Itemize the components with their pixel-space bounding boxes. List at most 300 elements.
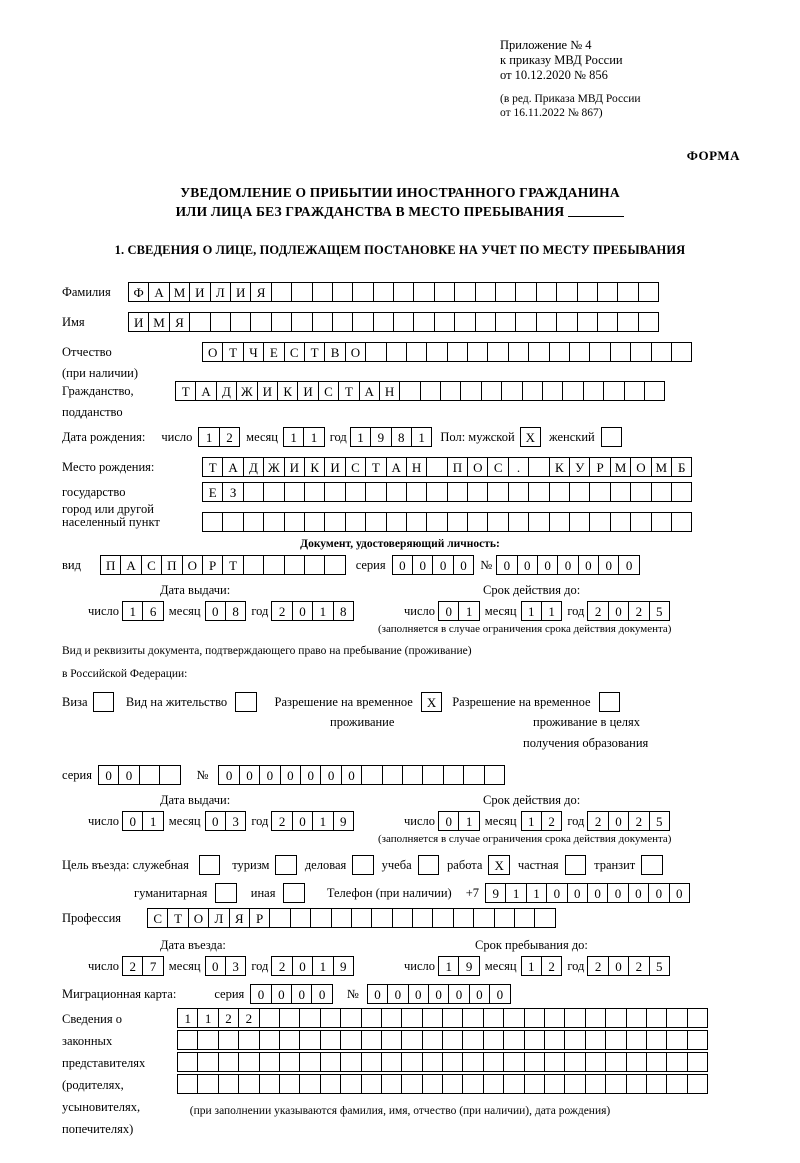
cell[interactable]: Т bbox=[222, 555, 243, 575]
id-doc-issue-year-input[interactable] bbox=[271, 601, 354, 621]
birthplace-line-1[interactable] bbox=[202, 457, 692, 477]
cell[interactable] bbox=[406, 342, 427, 362]
cell[interactable] bbox=[382, 765, 403, 785]
cell[interactable] bbox=[544, 1030, 565, 1050]
cell[interactable] bbox=[331, 908, 352, 928]
cell[interactable] bbox=[381, 1030, 402, 1050]
cell[interactable]: А bbox=[195, 381, 216, 401]
purpose-service-checkbox[interactable] bbox=[199, 855, 220, 875]
cell[interactable] bbox=[393, 282, 414, 302]
cell[interactable]: 0 bbox=[608, 811, 629, 831]
cell[interactable] bbox=[345, 482, 366, 502]
cell[interactable] bbox=[279, 1008, 300, 1028]
entry-month-input[interactable] bbox=[205, 956, 247, 976]
cell[interactable]: Н bbox=[406, 457, 427, 477]
cell[interactable]: 0 bbox=[489, 984, 510, 1004]
cell[interactable] bbox=[644, 381, 665, 401]
cell[interactable]: 0 bbox=[341, 765, 362, 785]
cell[interactable] bbox=[508, 482, 529, 502]
cell[interactable]: 9 bbox=[370, 427, 391, 447]
cell[interactable]: 1 bbox=[142, 811, 163, 831]
cell[interactable] bbox=[495, 282, 516, 302]
cell[interactable] bbox=[332, 282, 353, 302]
cell[interactable] bbox=[442, 1008, 463, 1028]
cell[interactable]: С bbox=[487, 457, 508, 477]
cell[interactable] bbox=[422, 1052, 443, 1072]
cell[interactable]: 0 bbox=[292, 811, 313, 831]
cell[interactable]: 1 bbox=[197, 1008, 218, 1028]
stay-doc-valid-month-input[interactable] bbox=[521, 811, 563, 831]
cell[interactable] bbox=[483, 1030, 504, 1050]
cell[interactable]: Т bbox=[167, 908, 188, 928]
cell[interactable] bbox=[271, 282, 292, 302]
cell[interactable] bbox=[549, 512, 570, 532]
cell[interactable]: А bbox=[386, 457, 407, 477]
cell[interactable] bbox=[666, 1008, 687, 1028]
cell[interactable] bbox=[556, 282, 577, 302]
cell[interactable] bbox=[687, 1030, 708, 1050]
cell[interactable]: . bbox=[508, 457, 529, 477]
cell[interactable]: Д bbox=[216, 381, 237, 401]
purpose-study-checkbox[interactable] bbox=[418, 855, 439, 875]
cell[interactable] bbox=[222, 512, 243, 532]
cell[interactable]: Н bbox=[379, 381, 400, 401]
cell[interactable]: И bbox=[189, 282, 210, 302]
cell[interactable] bbox=[515, 282, 536, 302]
cell[interactable]: 1 bbox=[438, 956, 459, 976]
cell[interactable] bbox=[263, 555, 284, 575]
cell[interactable] bbox=[646, 1030, 667, 1050]
cell[interactable] bbox=[426, 482, 447, 502]
migration-card-number-input[interactable] bbox=[367, 984, 511, 1004]
cell[interactable] bbox=[460, 381, 481, 401]
cell[interactable] bbox=[291, 282, 312, 302]
cell[interactable]: М bbox=[169, 282, 190, 302]
cell[interactable] bbox=[624, 381, 645, 401]
birth-day-input[interactable] bbox=[198, 427, 240, 447]
cell[interactable] bbox=[422, 1074, 443, 1094]
cell[interactable]: 0 bbox=[628, 883, 649, 903]
cell[interactable]: 2 bbox=[218, 1008, 239, 1028]
cell[interactable]: 0 bbox=[669, 883, 690, 903]
cell[interactable]: 0 bbox=[432, 555, 453, 575]
cell[interactable]: Т bbox=[304, 342, 325, 362]
cell[interactable] bbox=[522, 381, 543, 401]
cell[interactable]: З bbox=[222, 482, 243, 502]
cell[interactable]: 1 bbox=[122, 601, 143, 621]
cell[interactable]: И bbox=[324, 457, 345, 477]
cell[interactable]: 0 bbox=[292, 601, 313, 621]
cell[interactable]: 2 bbox=[219, 427, 240, 447]
cell[interactable] bbox=[352, 312, 373, 332]
cell[interactable] bbox=[473, 908, 494, 928]
cell[interactable]: 1 bbox=[177, 1008, 198, 1028]
cell[interactable]: У bbox=[569, 457, 590, 477]
cell[interactable]: 1 bbox=[521, 956, 542, 976]
cell[interactable] bbox=[562, 381, 583, 401]
cell[interactable]: 0 bbox=[587, 883, 608, 903]
cell[interactable] bbox=[687, 1074, 708, 1094]
cell[interactable] bbox=[626, 1074, 647, 1094]
cell[interactable]: 0 bbox=[259, 765, 280, 785]
visa-checkbox[interactable] bbox=[93, 692, 114, 712]
cell[interactable]: Р bbox=[202, 555, 223, 575]
stay-doc-number-input[interactable] bbox=[218, 765, 504, 785]
cell[interactable]: 0 bbox=[250, 984, 271, 1004]
cell[interactable] bbox=[556, 312, 577, 332]
cell[interactable] bbox=[597, 282, 618, 302]
cell[interactable]: 0 bbox=[300, 765, 321, 785]
cell[interactable] bbox=[569, 342, 590, 362]
cell[interactable]: 1 bbox=[312, 601, 333, 621]
cell[interactable]: 0 bbox=[218, 765, 239, 785]
cell[interactable] bbox=[332, 312, 353, 332]
cell[interactable]: В bbox=[324, 342, 345, 362]
cell[interactable] bbox=[544, 1052, 565, 1072]
cell[interactable]: 1 bbox=[312, 811, 333, 831]
cell[interactable] bbox=[352, 282, 373, 302]
cell[interactable]: 0 bbox=[205, 956, 226, 976]
cell[interactable] bbox=[401, 1030, 422, 1050]
cell[interactable] bbox=[230, 312, 251, 332]
purpose-humanitarian-checkbox[interactable] bbox=[215, 883, 236, 903]
cell[interactable] bbox=[687, 1008, 708, 1028]
cell[interactable] bbox=[373, 312, 394, 332]
edu-residence-checkbox[interactable] bbox=[599, 692, 620, 712]
cell[interactable] bbox=[475, 282, 496, 302]
cell[interactable] bbox=[406, 482, 427, 502]
cell[interactable]: 5 bbox=[649, 601, 670, 621]
stay-doc-issue-month-input[interactable] bbox=[205, 811, 247, 831]
cell[interactable] bbox=[569, 512, 590, 532]
cell[interactable]: Я bbox=[229, 908, 250, 928]
cell[interactable]: 0 bbox=[98, 765, 119, 785]
cell[interactable] bbox=[564, 1052, 585, 1072]
id-doc-valid-year-input[interactable] bbox=[587, 601, 670, 621]
cell[interactable] bbox=[426, 512, 447, 532]
cell[interactable]: 2 bbox=[541, 956, 562, 976]
cell[interactable]: 2 bbox=[271, 956, 292, 976]
cell[interactable] bbox=[139, 765, 160, 785]
cell[interactable] bbox=[542, 381, 563, 401]
cell[interactable]: 0 bbox=[618, 555, 639, 575]
purpose-other-checkbox[interactable] bbox=[283, 883, 304, 903]
cell[interactable] bbox=[218, 1030, 239, 1050]
cell[interactable] bbox=[304, 555, 325, 575]
cell[interactable] bbox=[585, 1008, 606, 1028]
cell[interactable] bbox=[494, 908, 515, 928]
id-doc-issue-month-input[interactable] bbox=[205, 601, 247, 621]
cell[interactable] bbox=[589, 482, 610, 502]
cell[interactable]: П bbox=[447, 457, 468, 477]
cell[interactable]: 2 bbox=[238, 1008, 259, 1028]
cell[interactable]: 0 bbox=[122, 811, 143, 831]
cell[interactable] bbox=[577, 282, 598, 302]
cell[interactable]: 2 bbox=[628, 956, 649, 976]
cell[interactable]: 0 bbox=[205, 811, 226, 831]
cell[interactable]: 1 bbox=[521, 811, 542, 831]
cell[interactable] bbox=[412, 908, 433, 928]
cell[interactable] bbox=[617, 312, 638, 332]
purpose-work-checkbox[interactable]: X bbox=[488, 855, 509, 875]
cell[interactable]: Я bbox=[250, 282, 271, 302]
cell[interactable] bbox=[544, 1008, 565, 1028]
cell[interactable]: 7 bbox=[142, 956, 163, 976]
cell[interactable] bbox=[583, 381, 604, 401]
cell[interactable] bbox=[426, 457, 447, 477]
cell[interactable] bbox=[483, 1008, 504, 1028]
cell[interactable] bbox=[514, 908, 535, 928]
cell[interactable]: А bbox=[222, 457, 243, 477]
cell[interactable] bbox=[365, 512, 386, 532]
cell[interactable]: Р bbox=[249, 908, 270, 928]
cell[interactable] bbox=[549, 482, 570, 502]
cell[interactable]: О bbox=[345, 342, 366, 362]
cell[interactable]: 0 bbox=[205, 601, 226, 621]
cell[interactable]: 2 bbox=[628, 811, 649, 831]
cell[interactable]: 1 bbox=[312, 956, 333, 976]
cell[interactable] bbox=[406, 512, 427, 532]
cell[interactable] bbox=[589, 342, 610, 362]
cell[interactable] bbox=[401, 1008, 422, 1028]
cell[interactable] bbox=[528, 457, 549, 477]
cell[interactable] bbox=[503, 1030, 524, 1050]
cell[interactable] bbox=[503, 1008, 524, 1028]
cell[interactable] bbox=[597, 312, 618, 332]
cell[interactable]: 2 bbox=[628, 601, 649, 621]
cell[interactable]: С bbox=[147, 908, 168, 928]
cell[interactable] bbox=[487, 482, 508, 502]
cell[interactable]: С bbox=[141, 555, 162, 575]
cell[interactable]: О bbox=[467, 457, 488, 477]
cell[interactable] bbox=[381, 1052, 402, 1072]
cell[interactable] bbox=[361, 1074, 382, 1094]
cell[interactable]: И bbox=[284, 457, 305, 477]
cell[interactable] bbox=[549, 342, 570, 362]
cell[interactable]: 0 bbox=[578, 555, 599, 575]
cell[interactable] bbox=[413, 282, 434, 302]
cell[interactable] bbox=[340, 1030, 361, 1050]
cell[interactable] bbox=[320, 1052, 341, 1072]
cell[interactable] bbox=[320, 1008, 341, 1028]
purpose-business-checkbox[interactable] bbox=[352, 855, 373, 875]
cell[interactable] bbox=[402, 765, 423, 785]
cell[interactable] bbox=[392, 908, 413, 928]
cell[interactable]: 9 bbox=[333, 956, 354, 976]
cell[interactable]: 0 bbox=[311, 984, 332, 1004]
residence-permit-checkbox[interactable] bbox=[235, 692, 256, 712]
cell[interactable] bbox=[440, 381, 461, 401]
cell[interactable] bbox=[467, 342, 488, 362]
stay-doc-valid-day-input[interactable] bbox=[438, 811, 480, 831]
stay-doc-series-input[interactable] bbox=[98, 765, 181, 785]
cell[interactable]: 0 bbox=[438, 811, 459, 831]
cell[interactable]: 8 bbox=[333, 601, 354, 621]
phone-input[interactable] bbox=[485, 883, 690, 903]
cell[interactable] bbox=[340, 1008, 361, 1028]
cell[interactable] bbox=[250, 312, 271, 332]
cell[interactable] bbox=[284, 482, 305, 502]
cell[interactable] bbox=[585, 1052, 606, 1072]
cell[interactable] bbox=[603, 381, 624, 401]
cell[interactable] bbox=[177, 1052, 198, 1072]
stay-doc-issue-year-input[interactable] bbox=[271, 811, 354, 831]
cell[interactable] bbox=[544, 1074, 565, 1094]
cell[interactable]: 0 bbox=[598, 555, 619, 575]
cell[interactable] bbox=[454, 312, 475, 332]
entry-year-input[interactable] bbox=[271, 956, 354, 976]
cell[interactable] bbox=[626, 1008, 647, 1028]
patronymic-input[interactable] bbox=[202, 342, 692, 362]
cell[interactable] bbox=[177, 1074, 198, 1094]
cell[interactable] bbox=[617, 282, 638, 302]
cell[interactable] bbox=[483, 1074, 504, 1094]
cell[interactable]: 9 bbox=[458, 956, 479, 976]
cell[interactable]: А bbox=[359, 381, 380, 401]
cell[interactable] bbox=[271, 312, 292, 332]
cell[interactable]: 1 bbox=[458, 601, 479, 621]
cell[interactable]: 1 bbox=[521, 601, 542, 621]
cell[interactable] bbox=[197, 1030, 218, 1050]
cell[interactable] bbox=[666, 1074, 687, 1094]
cell[interactable]: Т bbox=[365, 457, 386, 477]
stay-doc-issue-day-input[interactable] bbox=[122, 811, 164, 831]
birthplace-line-3[interactable] bbox=[202, 512, 692, 532]
cell[interactable] bbox=[304, 482, 325, 502]
stay-day-input[interactable] bbox=[438, 956, 480, 976]
cell[interactable] bbox=[467, 482, 488, 502]
cell[interactable] bbox=[299, 1074, 320, 1094]
cell[interactable] bbox=[324, 555, 345, 575]
cell[interactable]: 5 bbox=[649, 811, 670, 831]
cell[interactable]: Б bbox=[671, 457, 692, 477]
cell[interactable]: 1 bbox=[303, 427, 324, 447]
cell[interactable]: 0 bbox=[428, 984, 449, 1004]
cell[interactable] bbox=[371, 908, 392, 928]
cell[interactable] bbox=[386, 482, 407, 502]
cell[interactable]: П bbox=[100, 555, 121, 575]
cell[interactable]: Е bbox=[202, 482, 223, 502]
cell[interactable]: Ф bbox=[128, 282, 149, 302]
cell[interactable]: 8 bbox=[391, 427, 412, 447]
cell[interactable]: 0 bbox=[607, 883, 628, 903]
cell[interactable] bbox=[243, 555, 264, 575]
cell[interactable]: А bbox=[120, 555, 141, 575]
cell[interactable]: 0 bbox=[271, 984, 292, 1004]
cell[interactable] bbox=[630, 512, 651, 532]
cell[interactable]: 8 bbox=[225, 601, 246, 621]
cell[interactable]: 2 bbox=[271, 601, 292, 621]
cell[interactable]: 0 bbox=[292, 956, 313, 976]
cell[interactable] bbox=[269, 908, 290, 928]
cell[interactable]: Т bbox=[202, 457, 223, 477]
cell[interactable]: 0 bbox=[291, 984, 312, 1004]
cell[interactable]: 0 bbox=[517, 555, 538, 575]
cell[interactable] bbox=[381, 1074, 402, 1094]
representatives-row-3[interactable] bbox=[177, 1052, 708, 1072]
cell[interactable] bbox=[442, 1052, 463, 1072]
cell[interactable]: П bbox=[161, 555, 182, 575]
cell[interactable] bbox=[589, 512, 610, 532]
cell[interactable]: И bbox=[257, 381, 278, 401]
cell[interactable]: 0 bbox=[567, 883, 588, 903]
cell[interactable]: Я bbox=[169, 312, 190, 332]
cell[interactable] bbox=[442, 1030, 463, 1050]
cell[interactable] bbox=[320, 1030, 341, 1050]
name-input[interactable] bbox=[128, 312, 659, 332]
cell[interactable] bbox=[386, 342, 407, 362]
cell[interactable]: С bbox=[284, 342, 305, 362]
cell[interactable]: 0 bbox=[367, 984, 388, 1004]
cell[interactable] bbox=[605, 1052, 626, 1072]
cell[interactable] bbox=[365, 482, 386, 502]
cell[interactable] bbox=[534, 908, 555, 928]
cell[interactable] bbox=[481, 381, 502, 401]
cell[interactable]: С bbox=[345, 457, 366, 477]
cell[interactable] bbox=[434, 312, 455, 332]
cell[interactable] bbox=[299, 1008, 320, 1028]
cell[interactable]: 3 bbox=[225, 811, 246, 831]
cell[interactable] bbox=[263, 512, 284, 532]
purpose-transit-checkbox[interactable] bbox=[641, 855, 662, 875]
cell[interactable]: 0 bbox=[648, 883, 669, 903]
id-doc-kind-input[interactable] bbox=[100, 555, 346, 575]
cell[interactable]: Р bbox=[589, 457, 610, 477]
cell[interactable]: 1 bbox=[350, 427, 371, 447]
representatives-row-4[interactable] bbox=[177, 1074, 708, 1094]
cell[interactable] bbox=[666, 1030, 687, 1050]
cell[interactable]: 0 bbox=[448, 984, 469, 1004]
cell[interactable] bbox=[638, 282, 659, 302]
cell[interactable] bbox=[197, 1074, 218, 1094]
cell[interactable] bbox=[279, 1074, 300, 1094]
representatives-row-2[interactable] bbox=[177, 1030, 708, 1050]
cell[interactable] bbox=[646, 1052, 667, 1072]
cell[interactable] bbox=[399, 381, 420, 401]
cell[interactable] bbox=[299, 1030, 320, 1050]
cell[interactable]: 0 bbox=[557, 555, 578, 575]
cell[interactable] bbox=[312, 312, 333, 332]
entry-day-input[interactable] bbox=[122, 956, 164, 976]
cell[interactable] bbox=[577, 312, 598, 332]
cell[interactable] bbox=[487, 342, 508, 362]
cell[interactable] bbox=[501, 381, 522, 401]
cell[interactable] bbox=[646, 1074, 667, 1094]
cell[interactable] bbox=[447, 512, 468, 532]
cell[interactable]: Л bbox=[210, 282, 231, 302]
id-doc-issue-day-input[interactable] bbox=[122, 601, 164, 621]
cell[interactable] bbox=[462, 1052, 483, 1072]
cell[interactable] bbox=[238, 1052, 259, 1072]
cell[interactable] bbox=[569, 482, 590, 502]
cell[interactable] bbox=[320, 1074, 341, 1094]
cell[interactable]: 1 bbox=[411, 427, 432, 447]
cell[interactable] bbox=[210, 312, 231, 332]
cell[interactable] bbox=[422, 765, 443, 785]
cell[interactable]: 0 bbox=[280, 765, 301, 785]
cell[interactable] bbox=[177, 1030, 198, 1050]
cell[interactable]: 0 bbox=[608, 956, 629, 976]
cell[interactable] bbox=[495, 312, 516, 332]
cell[interactable]: О bbox=[182, 555, 203, 575]
cell[interactable]: 0 bbox=[453, 555, 474, 575]
cell[interactable]: К bbox=[304, 457, 325, 477]
cell[interactable] bbox=[189, 312, 210, 332]
cell[interactable] bbox=[238, 1030, 259, 1050]
cell[interactable]: О bbox=[188, 908, 209, 928]
cell[interactable] bbox=[361, 1030, 382, 1050]
cell[interactable] bbox=[524, 1052, 545, 1072]
